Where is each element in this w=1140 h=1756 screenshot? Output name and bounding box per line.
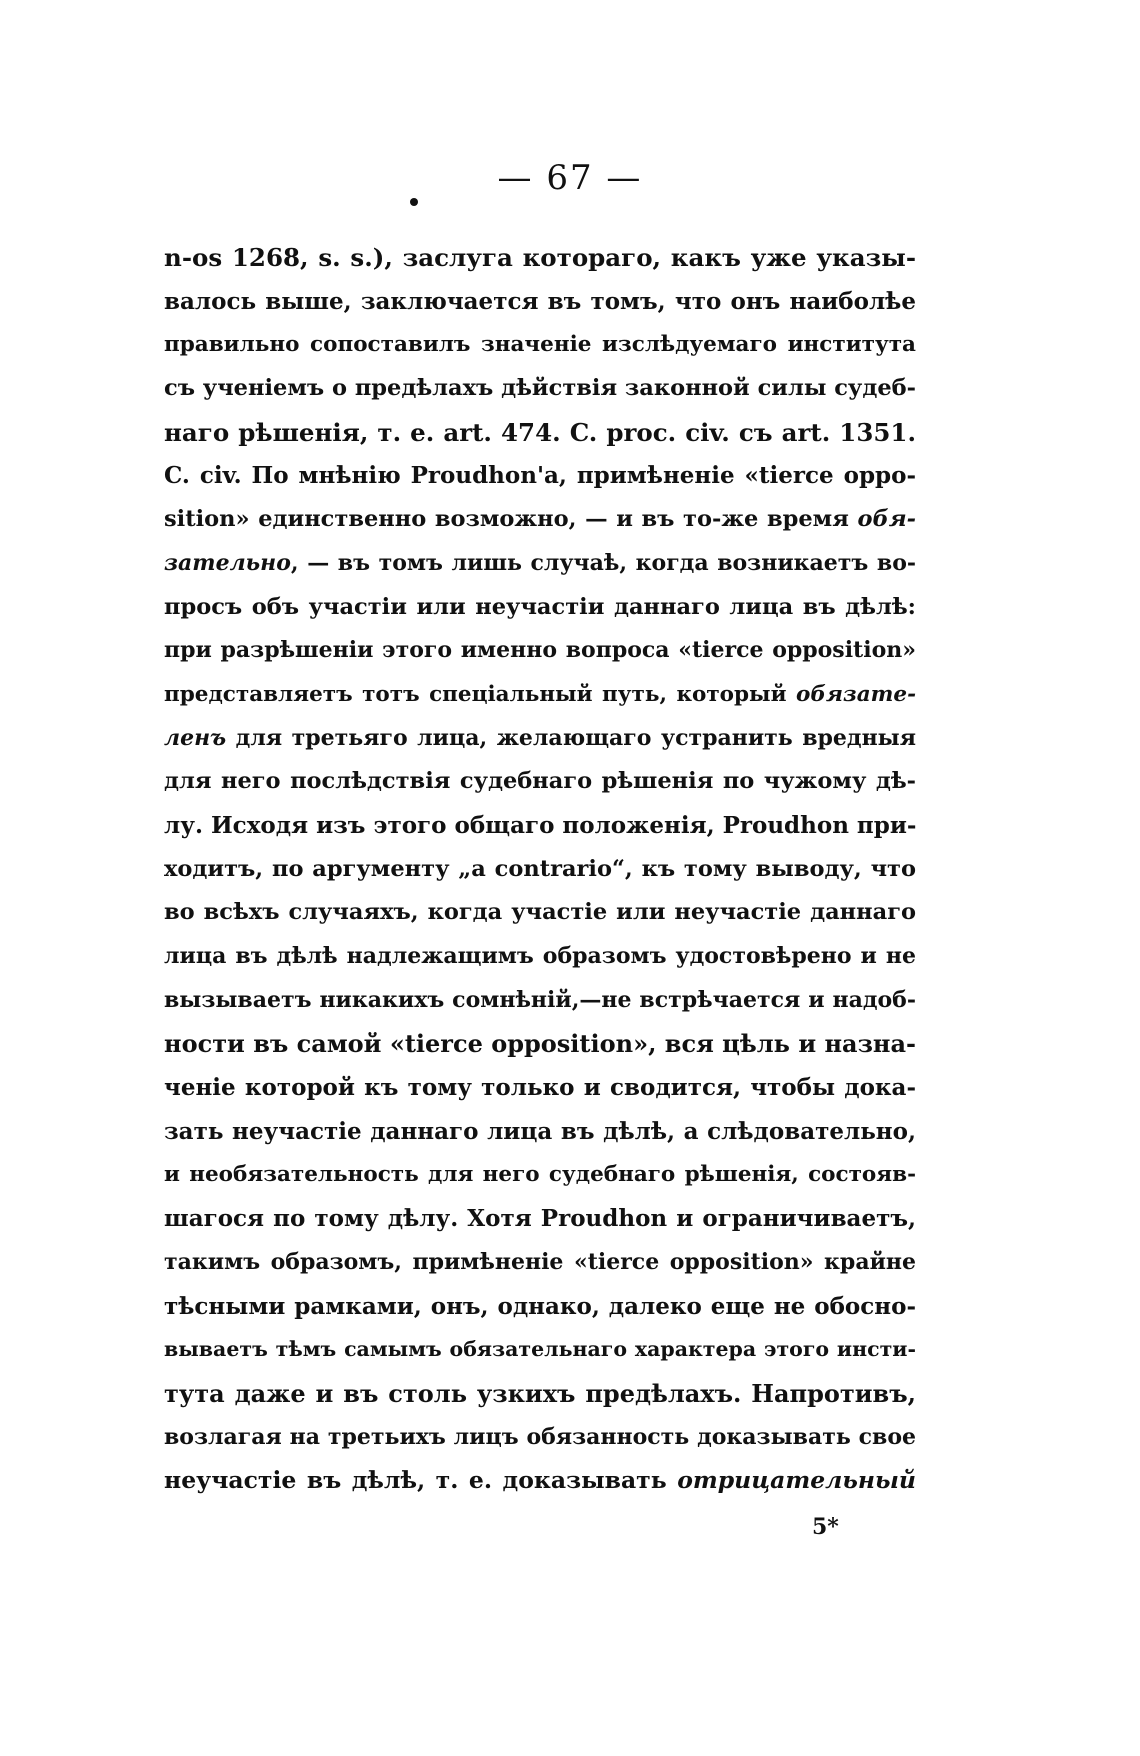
text-line: правильно сопоставилъ значеніе изслѣдуемаго института <box>164 332 916 358</box>
text-line: зательно, — въ томъ лишь случаѣ, когда возникаетъ во- <box>164 549 916 576</box>
text-line: n-os 1268, s. s.), заслуга котораго, какъ уже указы- <box>164 243 916 272</box>
text-line: для него послѣдствія судебнаго рѣшенія по чужому дѣ- <box>164 768 916 795</box>
page-number: — 67 — <box>497 158 643 198</box>
text-line: тѣсными рамками, онъ, однако, далеко еще не обосно- <box>164 1292 916 1320</box>
text-line: вываетъ тѣмъ самымъ обязательнаго характера этого инсти- <box>164 1337 916 1362</box>
text-line: тута даже и въ столь узкихъ предѣлахъ. Напротивъ, <box>164 1378 916 1408</box>
text-line: шагося по тому дѣлу. Хотя Proudhon и ограничиваетъ, <box>164 1205 916 1233</box>
text-line: возлагая на третьихъ лицъ обязанность доказывать свое <box>164 1423 916 1450</box>
text-line: ности въ самой «tierce opposition», вся цѣль и назна- <box>164 1029 916 1059</box>
text-line: зать неучастіе даннаго лица въ дѣлѣ, а слѣдовательно, <box>164 1117 916 1145</box>
body-text <box>164 236 916 1503</box>
text-line: наго рѣшенія, т. е. art. 474. C. proc. civ. съ art. 1351. <box>164 417 916 447</box>
text-line: лу. Исходя изъ этого общаго положенія, Proudhon при- <box>164 811 916 839</box>
text-line: такимъ образомъ, примѣненіе «tierce opposition» крайне <box>164 1248 916 1275</box>
text-line: неучастіе въ дѣлѣ, т. е. доказывать отрицательный <box>164 1466 916 1495</box>
text-line: лица въ дѣлѣ надлежащимъ образомъ удостовѣрено и не <box>164 943 916 969</box>
text-line: ченіе которой къ тому только и сводится, чтобы дока- <box>164 1074 916 1102</box>
text-line: вызываетъ никакихъ сомнѣній,—не встрѣчается и надоб- <box>164 986 916 1013</box>
text-line: C. civ. По мнѣнію Proudhon'a, примѣненіе «tierce oppo- <box>164 462 916 490</box>
text-line: представляетъ тотъ спеціальный путь, который обязате- <box>164 681 916 707</box>
signature-mark: 5* <box>812 1514 839 1540</box>
text-line: во всѣхъ случаяхъ, когда участіе или неучастіе даннаго <box>164 899 916 926</box>
text-line: валось выше, заключается въ томъ, что онъ наиболѣе <box>164 287 916 315</box>
text-line: ходитъ, по аргументу „a contrario“, къ тому выводу, что <box>164 855 916 882</box>
text-line: съ ученіемъ о предѣлахъ дѣйствія законной силы судеб- <box>164 375 916 402</box>
ink-speck <box>410 198 418 206</box>
text-line: sition» единственно возможно, — и въ то-же время обя- <box>164 506 916 533</box>
text-line: ленъ для третьяго лица, желающаго устранить вредныя <box>164 724 916 751</box>
text-line: при разрѣшеніи этого именно вопроса «tierce opposition» <box>164 637 916 664</box>
text-line: просъ объ участіи или неучастіи даннаго лица въ дѣлѣ: <box>164 593 916 620</box>
text-line: и необязательность для него судебнаго рѣшенія, состояв- <box>164 1162 916 1188</box>
